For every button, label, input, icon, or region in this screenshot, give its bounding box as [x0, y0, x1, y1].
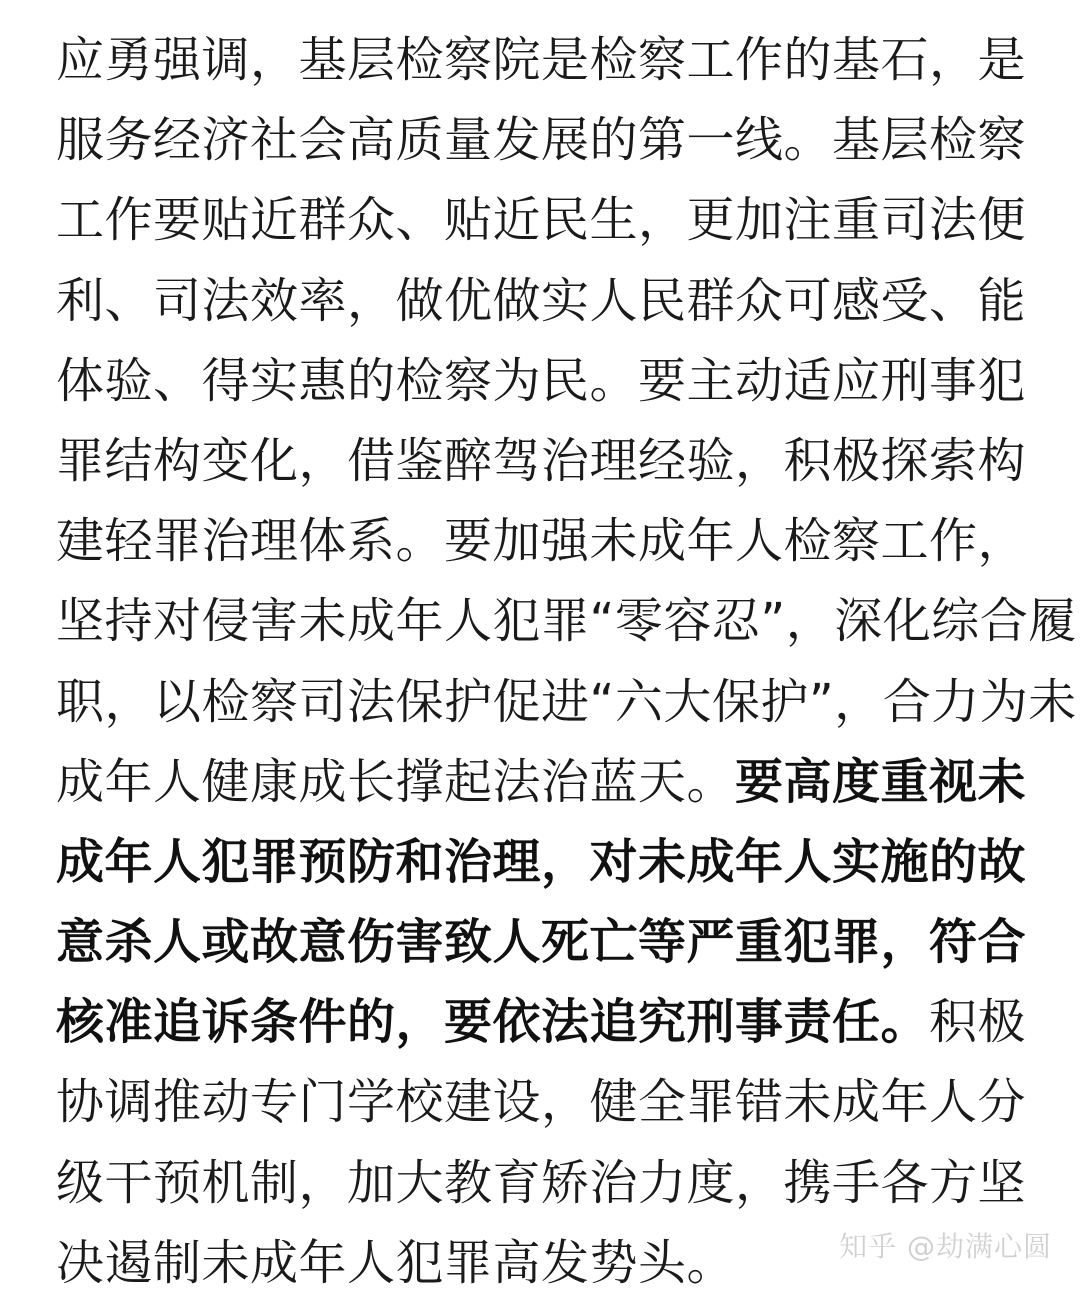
- paragraph-line: [56, 982, 1031, 1062]
- paragraph-line: [56, 742, 1031, 822]
- paragraph-line: [56, 261, 1031, 341]
- paragraph-line: [56, 662, 1077, 742]
- paragraph-line: [56, 100, 1031, 180]
- bold-text-segment: 核准追诉条件的，要依法追究刑事责任。: [56, 994, 930, 1051]
- article-body: [56, 20, 1077, 1303]
- text-segment: 体验、得实惠的检察为民。要主动适应刑事犯: [56, 352, 1027, 409]
- paragraph-line: [56, 501, 1031, 581]
- text-segment: 坚持对侵害未成年人犯罪“零容忍”，深化综合履: [56, 593, 1077, 650]
- text-segment: 协调推动专门学校建设，健全罪错未成年人分: [56, 1074, 1027, 1131]
- text-segment: 职，以检察司法保护促进“六大保护”，合力为未: [56, 673, 1077, 730]
- paragraph-line: [56, 180, 1031, 260]
- paragraph-line: [56, 1143, 1031, 1223]
- paragraph-line: [56, 902, 1031, 982]
- paragraph-line: [56, 341, 1031, 421]
- paragraph-line: [56, 20, 1031, 100]
- text-segment: 工作要贴近群众、贴近民生，更加注重司法便: [56, 192, 1027, 249]
- bold-text-segment: 成年人犯罪预防和治理，对未成年人实施的故: [56, 833, 1027, 890]
- text-segment: 罪结构变化，借鉴醉驾治理经验，积极探索构: [56, 432, 1027, 489]
- text-segment: 级干预机制，加大教育矫治力度，携手各方坚: [56, 1154, 1027, 1211]
- watermark: 知乎 @劫满心圆: [839, 1230, 1052, 1263]
- text-segment: 利、司法效率，做优做实人民群众可感受、能: [56, 272, 1027, 329]
- text-segment: 成年人健康成长撑起法治蓝天。: [56, 753, 736, 810]
- paragraph-line: [56, 822, 1031, 902]
- paragraph-line: [56, 1062, 1031, 1142]
- text-segment: 积极: [929, 994, 1027, 1051]
- text-segment: 建轻罪治理体系。要加强未成年人检察工作，: [56, 513, 1027, 570]
- bold-text-segment: 要高度重视未: [735, 753, 1027, 810]
- text-segment: 决遏制未成年人犯罪高发势头。: [56, 1234, 736, 1291]
- paragraph-line: [56, 421, 1031, 501]
- text-segment: 服务经济社会高质量发展的第一线。基层检察: [56, 112, 1027, 169]
- text-segment: 应勇强调，基层检察院是检察工作的基石，是: [56, 32, 1027, 88]
- bold-text-segment: 意杀人或故意伤害致人死亡等严重犯罪，符合: [56, 914, 1027, 971]
- paragraph-line: [56, 581, 1077, 661]
